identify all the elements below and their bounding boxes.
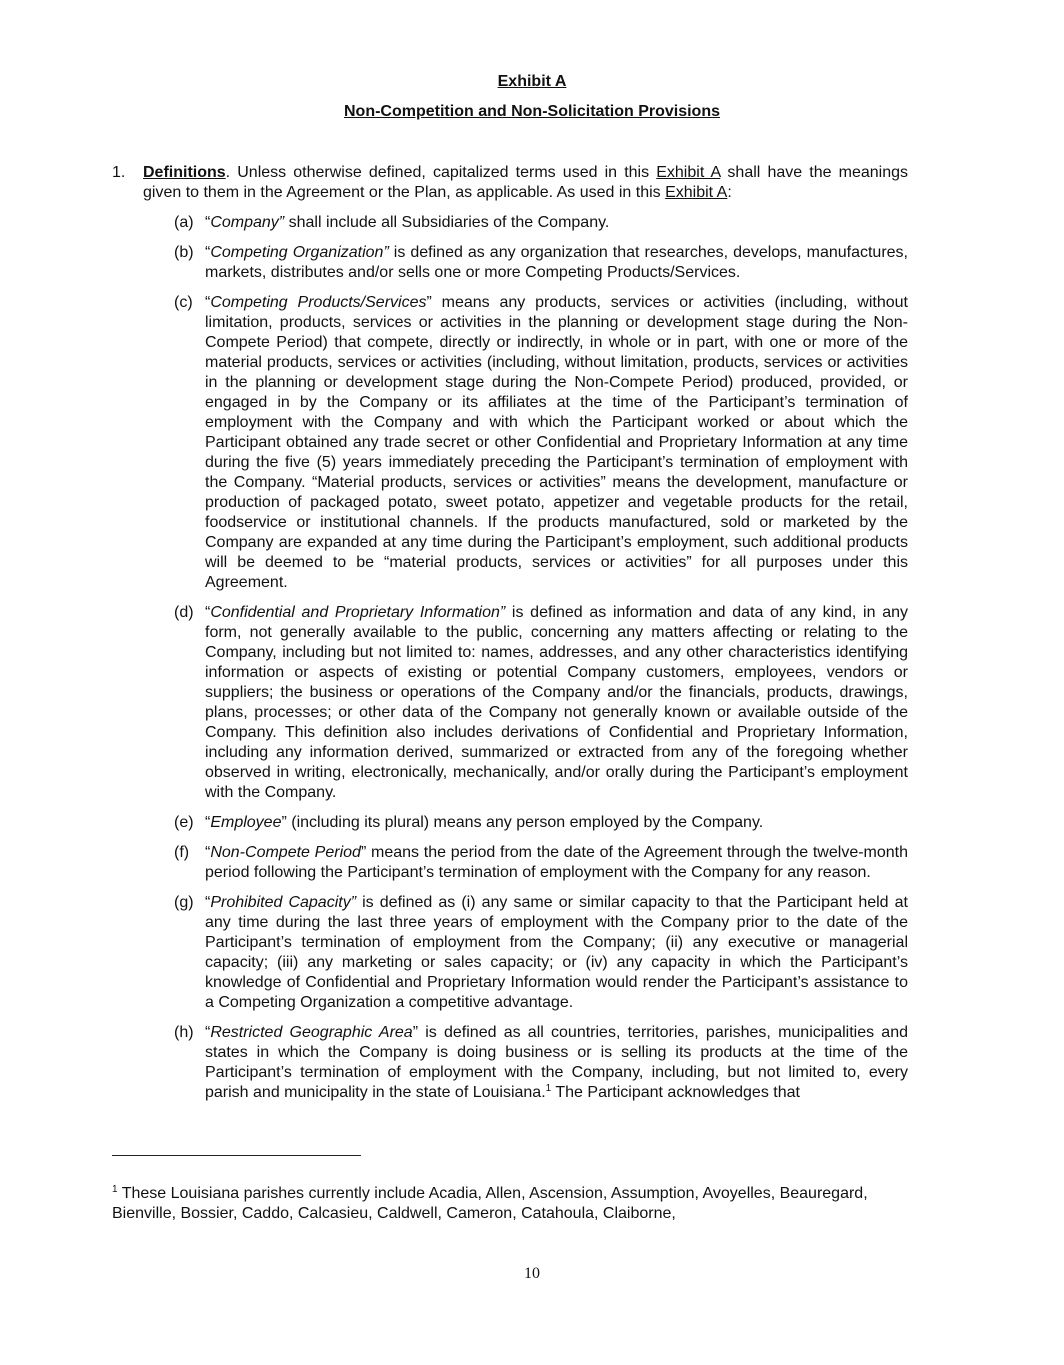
item-text	[205, 603, 908, 803]
footnote	[112, 1184, 872, 1224]
item-label: (f)	[174, 844, 190, 861]
close-quote: ”	[281, 814, 287, 831]
open-quote: “	[205, 214, 211, 231]
item-label: (g)	[174, 894, 194, 911]
definition-item-g	[174, 893, 908, 1013]
open-quote: “	[205, 844, 211, 861]
item-label: (d)	[174, 604, 194, 621]
definition-text: is defined as (i) any same or similar capacity to that the Participant held at any time during the last three years of employment with the Company prior to the date of the Participant’s termination of employment from the Company; (ii) any executive or managerial capacity; (iii) any marketing or sales capacity; or (iv) any capacity in which the Participant’s knowledge of Confidential and Proprietary Information would render the Participant’s assistance to a Competing Organization a competitive advantage.	[205, 894, 909, 1011]
definition-text: means any products, services or activities (including, without limitation, products, services or activities in the planning or development stage during the Non-Compete Period) that compete, directly or indirectly, in whole or in part, with one or more of the material products, services or activities (including, without limitation, products, services or activities in the planning or development stage during the Non-Compete Period) produced, provided, or engaged in by the Company or its affiliates at the time of the Participant’s termination of employment with the Company and with which the Participant worked or about which the Participant obtained any trade secret or other Confidential and Proprietary Information at any time during the five (5) years immediately preceding the Participant’s termination of employment with the Company. “Material products, services or activities” means the development, manufacture or production of packaged potato, sweet potato, appetizer and vegetable products for the retail, foodservice or institutional channels. If the products manufactured, sold or marketed by the Company are expanded at any time during the Participant’s employment, such additional products will be deemed to be “material products, services or activities” for all purposes under this Agreement.	[205, 294, 909, 591]
item-text	[205, 893, 908, 1013]
item-text	[205, 843, 908, 883]
defined-term: Competing Products/Services	[210, 294, 427, 311]
open-quote: “	[205, 294, 211, 311]
item-text	[205, 243, 908, 283]
close-quote: ”	[412, 1024, 419, 1041]
definition-item-b	[174, 243, 908, 283]
footnote-separator	[112, 1155, 361, 1156]
defined-term: Prohibited Capacity”	[210, 894, 357, 911]
exhibit-reference: Exhibit A	[656, 164, 721, 181]
item-text	[205, 293, 908, 593]
definition-text: is defined as information and data of any kind, in any form, not generally available to the public, concerning any matters affecting or relating to the Company, including but not limited to: names, addresses, and any other characteristics identifying information or aspects of existing or potential Company customers, employees, vendors or suppliers; the business or operations of the Company and/or the financials, products, drawings, plans, processes; or other data of the Company not generally known or available outside of the Company. This definition also includes derivations of Confidential and Proprietary Information, including any information derived, summarized or extracted from any of the foregoing whether observed in writing, electronically, mechanically, and/or orally during the Participant’s employment with the Company.	[205, 604, 908, 801]
definition-text: (including its plural) means any person employed by the Company.	[286, 814, 764, 831]
footnote-reference[interactable]: 1	[545, 1083, 552, 1094]
defined-term: Restricted Geographic Area	[210, 1024, 413, 1041]
exhibit-reference: Exhibit A	[665, 184, 728, 201]
section-number: 1.	[112, 164, 126, 181]
definition-text-continued: The Participant acknowledges that	[551, 1084, 800, 1101]
defined-term: Confidential and Proprietary Information”	[210, 604, 506, 621]
footnote-text: These Louisiana parishes currently include Acadia, Allen, Ascension, Assumption, Avoyelles, Beauregard, Bienville, Bossier, Caddo, Calcasieu, Caldwell, Cameron, Catahoula, Claiborne,	[112, 1185, 868, 1222]
item-label: (a)	[174, 214, 194, 231]
exhibit-title: Exhibit A	[497, 73, 567, 90]
open-quote: “	[205, 244, 211, 261]
section-intro-text-b: shall have the meanings given to them in the Agreement or the Plan, as applicable. As used in this	[143, 164, 909, 201]
section-definitions	[112, 163, 908, 203]
section-intro-paragraph	[143, 163, 908, 203]
definition-text: is defined as all countries, territories, parishes, municipalities and states in which the Company is doing business or is selling its products at the time of the Participant’s termination of employment with the Company, including, but not limited to, every parish and municipality in the state of Louisiana.	[205, 1024, 909, 1101]
defined-term: Employee	[210, 814, 282, 831]
open-quote: “	[205, 894, 211, 911]
open-quote: “	[205, 604, 211, 621]
definition-text: shall include all Subsidiaries of the Company.	[284, 214, 610, 231]
definition-item-e	[174, 813, 908, 833]
item-label: (b)	[174, 244, 194, 261]
definitions-list	[174, 213, 908, 1113]
defined-term: Competing Organization”	[210, 244, 389, 261]
open-quote: “	[205, 814, 211, 831]
defined-term: Company”	[210, 214, 285, 231]
definition-item-f	[174, 843, 908, 883]
page-number: 10	[524, 1265, 540, 1282]
close-quote: ”	[426, 294, 432, 311]
item-label: (h)	[174, 1024, 194, 1041]
definition-item-h	[174, 1023, 908, 1103]
section-heading: Definitions	[143, 164, 226, 181]
definition-item-a	[174, 213, 908, 233]
section-intro-text-c: :	[727, 184, 732, 201]
item-label: (c)	[174, 294, 193, 311]
item-text	[205, 213, 908, 233]
definition-text: means the period from the date of the Agreement through the twelve-month period following the Participant’s termination of employment with the Company for any reason.	[205, 844, 909, 881]
section-intro-text-a: . Unless otherwise defined, capitalized terms used in this	[225, 164, 657, 181]
close-quote: ”	[360, 844, 367, 861]
defined-term: Non-Compete Period	[210, 844, 361, 861]
definition-item-d	[174, 603, 908, 803]
definition-text: is defined as any organization that researches, develops, manufactures, markets, distributes and/or sells one or more Competing Products/Services.	[205, 244, 909, 281]
item-text	[205, 813, 908, 833]
exhibit-subtitle: Non-Competition and Non-Solicitation Provisions	[344, 103, 720, 120]
item-label: (e)	[174, 814, 194, 831]
open-quote: “	[205, 1024, 211, 1041]
definition-item-c	[174, 293, 908, 593]
footnote-marker: 1	[112, 1184, 118, 1195]
item-text	[205, 1023, 908, 1103]
